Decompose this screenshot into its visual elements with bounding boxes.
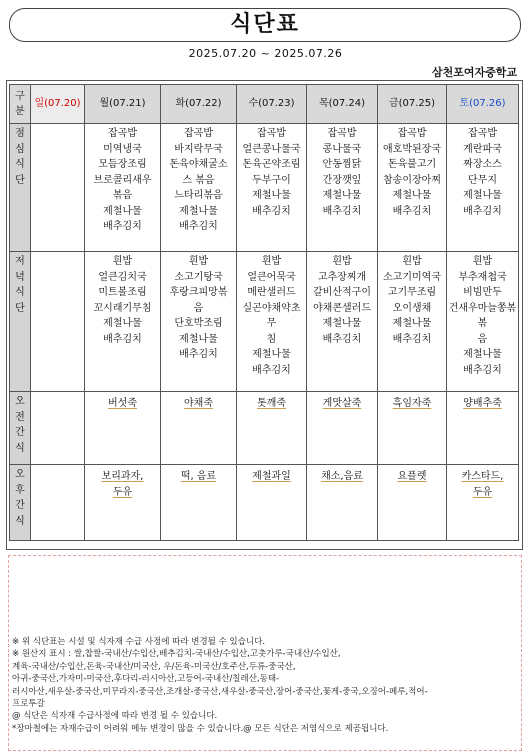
menu-cell (447, 124, 519, 252)
menu-item: 침 (266, 333, 277, 345)
menu-cell (85, 392, 161, 465)
menu-item: 흑임자죽 (392, 398, 432, 409)
row-label-lunch (10, 124, 31, 252)
menu-item: 얼큰김치국 (98, 271, 147, 283)
menu-item: 얼큰어묵국 (247, 271, 296, 283)
row-label-char: 식 (15, 442, 25, 454)
menu-item: 배추김치 (322, 333, 362, 345)
corner-char: 분 (15, 106, 25, 117)
row-label-char: 식 (15, 515, 25, 527)
menu-cell (378, 252, 447, 392)
page-title: 식단표 (230, 12, 300, 37)
title-box (9, 8, 521, 42)
header-row (10, 85, 519, 124)
menu-item: 꼬시래기무침 (93, 302, 152, 314)
menu-item: 배추김치 (103, 333, 142, 345)
menu-item: 배추김치 (179, 221, 218, 232)
menu-item: 제철나물 (252, 349, 291, 360)
menu-item: 돈육야채굴소 (169, 159, 228, 170)
menu-item: 흰밥 (332, 256, 352, 267)
school-name: 삼천포여자중학교 (431, 66, 517, 79)
menu-item: 잡곡밥 (184, 128, 213, 139)
row-label-char: 심 (15, 143, 25, 155)
menu-item: 바지락무국 (174, 143, 223, 155)
menu-item: 배추김치 (463, 364, 502, 376)
menu-item: 보리과자, (101, 471, 144, 482)
menu-cell (31, 465, 85, 541)
meal-row-dinner (10, 252, 519, 392)
row-label-char: 전 (15, 411, 25, 423)
meal-row-am-snack (10, 392, 519, 465)
menu-cell (237, 465, 307, 541)
note-line: 러시아산,새우살-중국산,미꾸라지-중국산,조개살-중국산,새우살-중국산,장어-중국산,꽃게-중국,오징어-페루,적어- (12, 686, 428, 697)
menu-item: 배추김치 (322, 205, 362, 217)
menu-cell (307, 465, 378, 541)
menu-item: 단무지 (468, 174, 497, 186)
menu-cell (31, 124, 85, 252)
menu-item: 참송이장아찌 (383, 174, 441, 186)
menu-cell (307, 392, 378, 465)
menu-item: 제철나물 (252, 190, 291, 201)
menu-item: 고추장찌개 (317, 271, 367, 283)
note-line: ※ 원산지 표시 : 쌀,찹쌀-국내산/수입산,배추김치-국내산/수입산,고춧가루-국내산/수입산, (12, 649, 341, 660)
header-day-sun: 일(07.20) (31, 85, 85, 124)
menu-item: 메란샐러드 (247, 287, 296, 298)
header-day-sat: 토(07.26) (447, 85, 519, 124)
menu-item: 계란파국 (463, 143, 502, 155)
menu-item: 제철나물 (103, 318, 142, 329)
menu-item: 비빔만두 (463, 287, 502, 298)
menu-cell (447, 465, 519, 541)
row-label-char: 후 (15, 484, 25, 496)
menu-item: 잡곡밥 (397, 128, 427, 139)
menu-item: 미트볼조림 (98, 287, 147, 298)
menu-item: 갈비산적구이 (313, 287, 371, 298)
menu-item: 모듬장조림 (98, 159, 147, 170)
menu-item: 두유 (112, 486, 133, 498)
menu-item: 부추재첩국 (458, 271, 507, 283)
menu-item: 단호박조림 (174, 318, 223, 329)
row-label-am-snack (10, 392, 31, 465)
menu-item: 배추김치 (103, 221, 142, 232)
menu-item: 음 (193, 302, 204, 314)
menu-item: 소고기미역국 (383, 271, 441, 283)
meal-row-pm-snack (10, 465, 519, 541)
menu-item: 흰밥 (112, 256, 133, 267)
menu-cell (447, 392, 519, 465)
menu-item: 양배추죽 (463, 398, 502, 409)
menu-item: 두유 (472, 486, 493, 498)
menu-item: 잡곡밥 (327, 128, 357, 139)
row-label-pm-snack (10, 465, 31, 541)
header-corner (10, 85, 31, 124)
menu-cell (378, 465, 447, 541)
menu-item: 버섯죽 (108, 398, 137, 409)
meal-row-lunch (10, 124, 519, 252)
note-line: 프로투갈 (12, 699, 45, 710)
corner-char: 구 (15, 90, 25, 102)
menu-item: 야채죽 (184, 398, 213, 409)
menu-item: 안동찜닭 (322, 159, 362, 170)
menu-item: 건새우마늘쫑볶 (448, 302, 517, 314)
menu-item: 흰밥 (402, 256, 422, 267)
menu-cell (378, 392, 447, 465)
menu-cell (307, 252, 378, 392)
menu-item: 제철나물 (179, 205, 218, 217)
row-label-char: 단 (15, 302, 25, 314)
menu-item: 후랑크피망볶 (169, 287, 228, 298)
menu-item: 배추김치 (252, 364, 291, 376)
header-day-wed: 수(07.23) (237, 85, 307, 124)
menu-item: 잡곡밥 (108, 128, 137, 139)
menu-item: 배추김치 (252, 205, 291, 217)
menu-item: 배추김치 (392, 333, 432, 345)
menu-cell (307, 124, 378, 252)
menu-item: 요플렛 (397, 471, 427, 482)
menu-item: 채소,음료 (321, 471, 363, 482)
menu-cell (378, 124, 447, 252)
menu-item: 제철나물 (103, 205, 142, 217)
menu-item: 잡곡밥 (257, 128, 286, 139)
note-line: 아귀-중국산,가자미-미국산,후다리-러시아산,고등어-국내산/칠레산,동태- (12, 674, 280, 685)
menu-cell (31, 252, 85, 392)
menu-item: 야채콘샐러드 (313, 302, 371, 314)
menu-item: 간장깻잎 (322, 174, 362, 186)
menu-item: 떡, 음료 (180, 471, 217, 482)
menu-item: 배추김치 (179, 349, 218, 360)
menu-item: 제철나물 (392, 318, 432, 329)
menu-item: 느타리볶음 (174, 190, 223, 201)
row-label-char: 점 (15, 128, 25, 139)
menu-item: 제철나물 (179, 333, 218, 345)
menu-period: 2025.07.20 ~ 2025.07.26 (188, 47, 343, 60)
menu-item: 콩나물국 (322, 143, 362, 155)
row-label-char: 단 (15, 174, 25, 186)
note-line: @ 식단은 식자재 수급사정에 따라 변경 될 수 있습니다. (12, 711, 218, 722)
row-label-char: 저 (15, 256, 25, 267)
menu-item: 볶 (477, 318, 488, 329)
row-label-char: 식 (15, 159, 25, 170)
row-label-char: 오 (15, 396, 25, 407)
menu-cell (161, 392, 237, 465)
menu-item: 브로콜리새우 (93, 174, 152, 186)
menu-item: 무 (266, 318, 277, 329)
menu-item: 흰밥 (472, 256, 493, 267)
menu-item: 짜장소스 (463, 159, 502, 170)
menu-cell (237, 392, 307, 465)
row-label-char: 간 (15, 427, 25, 438)
menu-item: 게맛살죽 (322, 398, 362, 409)
menu-cell (161, 252, 237, 392)
menu-item: 얼큰콩나물국 (242, 143, 301, 155)
note-line: ※ 위 식단표는 시설 및 식자재 수급 사정에 따라 변경될 수 있습니다. (12, 637, 266, 647)
menu-item: 애호박된장국 (383, 143, 441, 155)
menu-item: 흰밥 (261, 256, 282, 267)
menu-item: 오이생채 (392, 302, 432, 314)
row-label-char: 간 (15, 500, 25, 511)
menu-item: 배추김치 (392, 205, 432, 217)
menu-cell (161, 124, 237, 252)
menu-item: 제철나물 (322, 190, 362, 201)
menu-cell (237, 252, 307, 392)
header-day-tue: 화(07.22) (161, 85, 237, 124)
menu-cell (31, 392, 85, 465)
menu-cell (85, 465, 161, 541)
menu-item: 실곤야채약초 (242, 302, 301, 314)
menu-item: 고기무조림 (387, 287, 437, 298)
note-line: 계육-국내산/수입산,돈육-국내산/미국산, 우/돈육-미국산/호주산,두류-중국산, (12, 661, 296, 672)
menu-item: 두부구이 (252, 174, 291, 186)
note-line: *장마철에는 자재수급이 어려워 메뉴 변경이 많을 수 있습니다.@ 모든 식단은 저염식으로 제공됩니다. (12, 723, 389, 734)
menu-item: 제철나물 (463, 349, 502, 360)
menu-item: 제철나물 (463, 190, 502, 201)
menu-item: 스 볶음 (182, 174, 215, 186)
menu-item: 미역냉국 (103, 143, 142, 155)
header-day-mon: 월(07.21) (85, 85, 161, 124)
row-label-char: 녁 (15, 271, 25, 283)
menu-item: 배추김치 (463, 205, 502, 217)
row-label-dinner (10, 252, 31, 392)
menu-item: 돈육곤약조림 (242, 159, 301, 170)
meal-table-body (10, 124, 519, 541)
header-day-thu: 목(07.24) (307, 85, 378, 124)
row-label-char: 식 (15, 287, 25, 298)
menu-cell (447, 252, 519, 392)
menu-item: 돈육불고기 (387, 159, 437, 170)
row-label-char: 오 (15, 469, 25, 480)
menu-item: 제철나물 (392, 190, 432, 201)
menu-cell (85, 252, 161, 392)
menu-item: 볶음 (112, 190, 133, 201)
menu-cell (161, 465, 237, 541)
meal-table (9, 84, 519, 541)
header-day-fri: 금(07.25) (378, 85, 447, 124)
notes-text (12, 636, 518, 735)
menu-item: 소고기탕국 (174, 271, 223, 283)
menu-item: 제철과일 (252, 471, 291, 482)
menu-item: 제철나물 (322, 318, 362, 329)
menu-item: 카스타드, (461, 471, 504, 482)
menu-cell (237, 124, 307, 252)
menu-item: 잡곡밥 (468, 128, 497, 139)
menu-item: 음 (477, 333, 488, 345)
menu-item: 톳깨죽 (257, 398, 286, 409)
menu-cell (85, 124, 161, 252)
menu-item: 흰밥 (188, 256, 209, 267)
